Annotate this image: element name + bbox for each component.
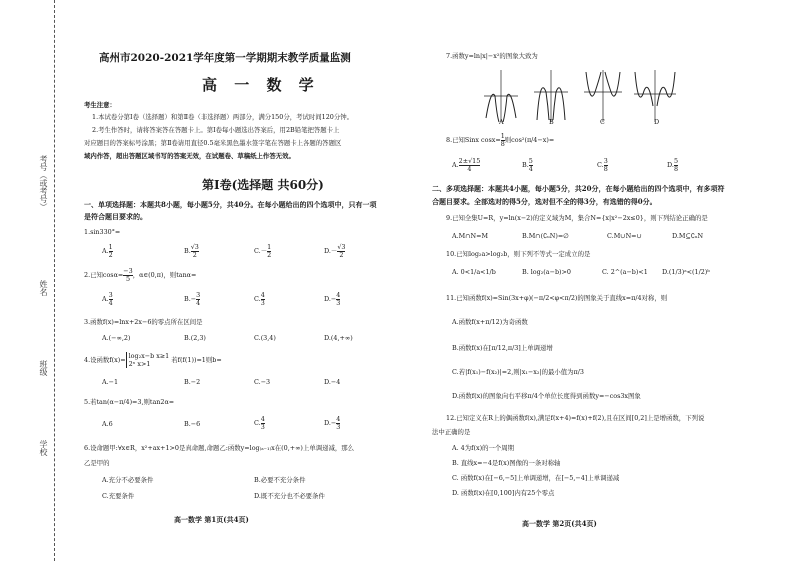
graph-d-svg (632, 66, 678, 124)
name-label: 姓名 (39, 280, 48, 296)
q2-stem: 2.已知cosα= $\frac{-3}{5}$ ，α∈(0,π)，则tanα= (84, 267, 197, 283)
right-column (432, 0, 784, 561)
q6-option-d: D.既不充分也不必要条件 (254, 492, 325, 500)
q5-option-a: A.6 (102, 420, 113, 428)
q4-option-d: D.−4 (324, 378, 341, 386)
curve-right (657, 72, 675, 106)
q11-option-a: A.函数f(x+π/12)为奇函数 (452, 318, 528, 326)
q9-stem: 9.已知全集U=R，y=ln(x−2)的定义域为M，集合N={x|x²−2x≤0}，则下列结论正确的是 (446, 214, 708, 222)
curve-right (553, 88, 565, 120)
curve-left (586, 72, 601, 96)
part1-title: 第Ⅰ卷(选择题 共60分) (202, 178, 324, 192)
q8-option-d: D. $\frac{5}{8}$ (667, 157, 679, 173)
curve-left (537, 88, 549, 120)
subject-title: 高 一 数 学 (202, 76, 320, 94)
q1-option-d: D.－ $\frac{√3}{2}$ (324, 243, 346, 259)
section2-line1: 二、多项选择题：本题共4小题，每小题5分，共20分，在每小题给出的四个选项中，有多项符 (432, 184, 725, 193)
q11-option-d: D.函数f(x)的图象向右平移π/4个单位长度得到函数y=−cos3x图象 (452, 392, 641, 400)
left-column (84, 0, 424, 561)
q5-option-d: D.− $\frac{4}{3}$ (324, 415, 341, 431)
exam-title: 高州市2020-2021学年度第一学期期末教学质量监测 (99, 52, 351, 64)
q11-stem: 11.已知函数f(x)=Sin(3x+φ)(−π/2<φ<π/2)的图象关于直线x=π/4对称，则 (446, 294, 668, 302)
q12-option-b: B. 直线x=−4是f(x)图像的一条对称轴 (452, 459, 561, 467)
q1-stem: 1.sin330°= (84, 228, 121, 236)
note-2c: 域内作答，超出答题区域书写的答案无效，在试题卷、草稿纸上作答无效。 (84, 152, 295, 160)
q2-option-c: C. $\frac{4}{3}$ (254, 291, 265, 307)
q1-option-c: C.－ $\frac{1}{2}$ (254, 243, 272, 259)
q3-option-a: A.(−∞,2) (102, 334, 131, 342)
q12-option-d: D. 函数f(x)在[0,100]内有25个零点 (452, 489, 555, 497)
q7-label-d: D (654, 118, 660, 126)
curve-left (635, 72, 653, 106)
q9-option-d: D.M⊆∁ᵤN (672, 232, 704, 240)
q12-option-a: A. 4为f(x)的一个周期 (452, 444, 515, 452)
q7-label-b: B (549, 118, 554, 126)
graph-b-svg (532, 66, 570, 124)
q1-option-b: B. $\frac{√3}{2}$ (184, 243, 199, 259)
q11-option-c: C.若|f(x₁)−f(x₂)|=2,则|x₁−x₂|的最小值为π/3 (452, 368, 584, 376)
class-label: 班级 (39, 360, 48, 376)
q7-label-c: C (600, 118, 605, 126)
curve-right (605, 72, 620, 96)
q9-option-b: B.M∩(∁ᵤN)=∅ (522, 232, 569, 240)
q6-stem-b: 乙是甲的 (84, 459, 110, 467)
q6-option-b: B.必要不充分条件 (254, 476, 306, 484)
q4-stem: 4.设函数f(x)= log₂x−b x≥1 2ˣ x>1 若f(f(1))=1则b= (84, 352, 222, 368)
q5-stem: 5.若tan(α−π/4)=3,则tan2α= (84, 398, 175, 406)
q2-option-d: D.− $\frac{4}{3}$ (324, 291, 341, 307)
page-footer-right: 高一数学 第2页(共4页) (522, 519, 597, 528)
q12-stem-a: 12.已知定义在R上的偶函数f(x),满足f(x+4)=f(x)+f(2),且在区间[0,2]上是增函数，下列说 (446, 414, 705, 422)
q11-option-b: B.函数f(x)在[π/12,π/3]上单调递增 (452, 344, 553, 352)
section1-line1: 一、单项选择题：本题共8小题，每小题5分，共40分。在每小题给出的四个选项中，只有一项 (84, 200, 377, 209)
note-2b: 对应题目的答案标号涂黑；第Ⅱ卷请用直径0.5毫米黑色墨水签字笔在答题卡上各题的答题区 (84, 139, 342, 147)
q6-option-a: A.充分不必要条件 (102, 476, 154, 484)
q7-label-a: A (499, 118, 504, 126)
note-1: 1.本试卷分第Ⅰ卷（选择题）和第Ⅱ卷（非选择题）两部分，满分150分，考试时间120分钟。 (92, 113, 354, 121)
seal-line (54, 0, 55, 561)
q7-stem: 7.函数y=ln|x|−x²的图象大致为 (446, 52, 538, 60)
q10-option-a: A. 0<1/a<1/b (452, 268, 496, 276)
q5-option-b: B.−6 (184, 420, 201, 428)
q3-option-d: D.(4,+∞) (324, 334, 353, 342)
q2-option-a: A. $\frac{3}{4}$ (102, 291, 113, 307)
graph-c-svg (582, 66, 624, 124)
graph-a-svg (482, 66, 520, 124)
q9-option-a: A.M∩N=M (452, 232, 489, 240)
q8-option-b: B. $\frac{5}{4}$ (522, 157, 533, 173)
q12-stem-b: 法中正确的是 (432, 428, 471, 436)
q8-stem: 8.已知Sinx cosx= $\frac{1}{8}$ 则cos²(π/4−x)= (446, 132, 555, 148)
q2-option-b: B.− $\frac{3}{4}$ (184, 291, 201, 307)
q3-stem: 3.函数f(x)=lnx+2x−6的零点所在区间是 (84, 318, 203, 326)
q8-option-c: C. $\frac{3}{8}$ (597, 157, 608, 173)
q7-graph-c (582, 66, 624, 124)
q10-option-b: B. log₂(a−b)>0 (522, 268, 571, 276)
q9-option-c: C.M∪N=∪ (607, 232, 642, 240)
curve-left (486, 94, 499, 122)
q7-graph-b (532, 66, 570, 124)
q7-graph-d (632, 66, 678, 124)
section2-line2: 合题目要求。全部选对的得5分，选对但不全的得3分，有选错的得0分。 (432, 197, 657, 206)
curve-right (503, 94, 516, 122)
q8-option-a: A. $\frac{2\pm√15}{4}$ (452, 157, 481, 173)
q5-option-c: C. $\frac{4}{3}$ (254, 415, 265, 431)
school-label: 学校 (39, 440, 48, 456)
q10-option-d: D.(1/3)ᵃ<(1/2)ᵇ (662, 268, 710, 276)
q1-option-a: A. $\frac{1}{2}$ (102, 243, 113, 259)
notes-heading: 考生注意： (84, 101, 116, 109)
q10-option-c: C. 2^(a−b)<1 (602, 268, 648, 276)
binding-margin (0, 0, 70, 561)
q4-option-b: B.−2 (184, 378, 201, 386)
q7-graph-a (482, 66, 520, 124)
q12-option-c: C. 函数f(x)在[−6,−5]上单调递增，在[−5,−4]上单调递减 (452, 474, 620, 482)
q10-stem: 10.已知log₂a>log₂b，则下列不等式一定成立的是 (446, 250, 591, 258)
q4-option-c: C.−3 (254, 378, 271, 386)
q6-option-c: C.充要条件 (102, 492, 135, 500)
exam-number-label: 考号（或考号） (39, 155, 48, 211)
q3-option-b: B.(2,3) (184, 334, 206, 342)
q4-option-a: A.−1 (102, 378, 119, 386)
section1-line2: 是符合题目要求的。 (84, 212, 147, 221)
note-2a: 2.考生作答时，请将答案答在答题卡上。第Ⅰ卷每小题选出答案后，用2B铅笔把答题卡上 (92, 126, 340, 134)
page-footer-left: 高一数学 第1页(共4页) (174, 515, 249, 524)
q6-stem-a: 6.设命题甲:∀x∈R，x²+ax+1>0是真命题,命题乙:函数y=log₍ₐ₋₁₎x在(0,+∞)上单调递减，那么 (84, 444, 355, 452)
q3-option-c: C.(3,4) (254, 334, 276, 342)
